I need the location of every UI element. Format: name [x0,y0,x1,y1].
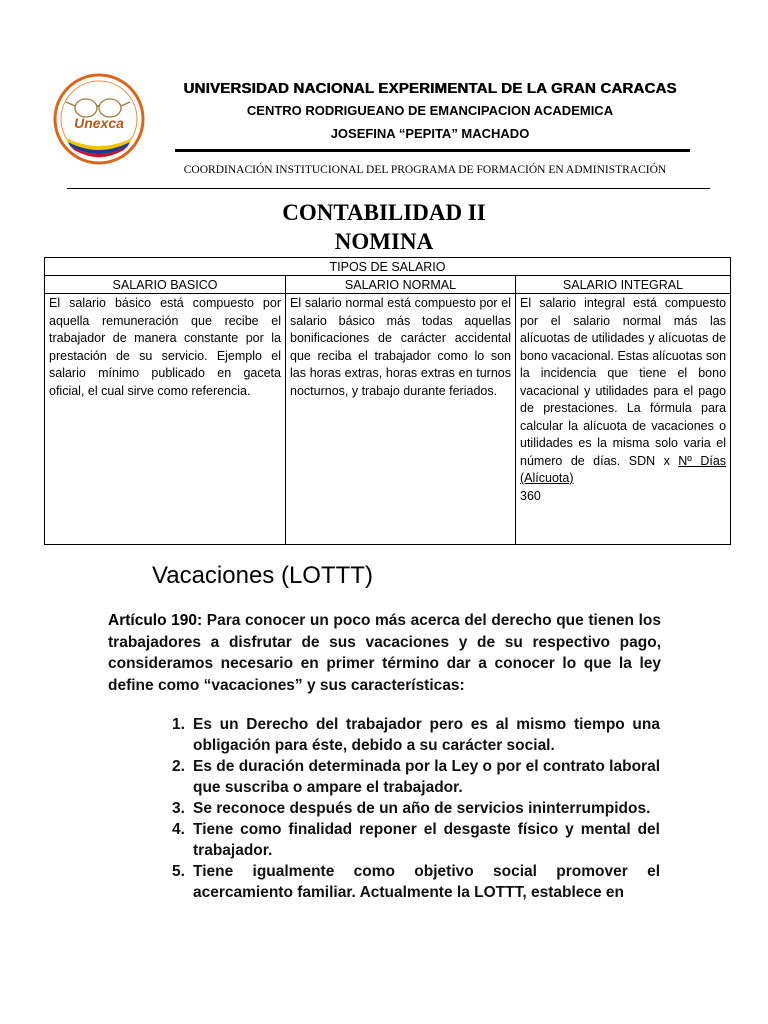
cell-salario-basico: El salario básico está compuesto por aquella remuneración que recibe el trabajador de manera constante por la prestación de su servicio. Ejemplo el salario mínimo publicado en gaceta oficial, el cual sirve como referencia. [45,294,286,545]
salary-types-table [44,257,731,545]
list-number: 2. [172,758,185,775]
logo-text: Unexca [74,115,124,131]
list-text: Es un Derecho del trabajador pero es al mismo tiempo una obligación para éste, debido a su carácter social. [193,716,660,754]
list-number: 4. [172,821,185,838]
coordination-divider [67,188,710,189]
column-header: SALARIO BASICO [45,276,286,294]
column-header: SALARIO INTEGRAL [516,276,731,294]
table-caption: TIPOS DE SALARIO [45,258,731,276]
list-item [172,756,660,798]
cell-salario-normal: El salario normal está compuesto por el salario básico más todas aquellas bonificaciones de carácter accidental que reciba el trabajador como lo son las horas extras, horas extras en turnos nocturnos, y trabajo durante feriados. [286,294,516,545]
characteristics-list [172,714,660,903]
article-label: Artículo 190: [108,612,203,629]
list-text: Es de duración determinada por la Ley o por el contrato laboral que suscriba o ampare el trabajador. [193,758,660,796]
formula-numerator: Nº Días (Alícuota) [520,453,727,485]
list-item [172,798,660,819]
list-number: 1. [172,716,185,733]
list-item [172,819,660,861]
coordination-line: COORDINACIÓN INSTITUCIONAL DEL PROGRAMA DE FORMACIÓN EN ADMINISTRACIÓN [183,164,667,176]
list-text: Tiene igualmente como objetivo social promover el acercamiento familiar. Actualmente la LOTTT, establece en [193,863,660,901]
list-text: Se reconoce después de un año de servicios ininterrumpidos. [193,800,651,817]
article-text: Para conocer un poco más acerca del derecho que tienen los trabajadores a disfrutar de sus vacaciones y de su respectivo pago, consideramos necesario en primer término dar a conocer lo que la ley define como “vacaciones” y sus características: [108,612,661,694]
article-paragraph [108,610,661,696]
document-title: CONTABILIDAD II [282,200,486,225]
unexca-logo [52,72,146,166]
center-name: CENTRO RODRIGUEANO DE EMANCIPACION ACADEMICA [246,103,614,118]
list-number: 3. [172,800,185,817]
header-divider [175,149,690,152]
list-number: 5. [172,863,185,880]
list-item [172,861,660,903]
institution-name: JOSEFINA “PEPITA” MACHADO [330,126,530,141]
integral-description: El salario integral está compuesto por el salario normal más las alícuotas de utilidades y alícuotas de bono vacacional. Estas alícuotas son la incidencia que tiene el bono vacacional y utilidades para el pago de prestaciones. La fórmula para calcular la alícuota de vacaciones o utilidades es la misma solo varia el número de días. SDN x [520,296,727,468]
formula-denominator: 360 [520,488,541,503]
list-text: Tiene como finalidad reponer el desgaste físico y mental del trabajador. [193,821,660,859]
section-heading: Vacaciones (LOTTT) [152,562,373,589]
university-name: UNIVERSIDAD NACIONAL EXPERIMENTAL DE LA GRAN CARACAS [183,80,677,97]
cell-salario-integral [516,294,731,545]
column-header: SALARIO NORMAL [286,276,516,294]
document-subtitle: NOMINA [334,229,434,254]
list-item [172,714,660,756]
